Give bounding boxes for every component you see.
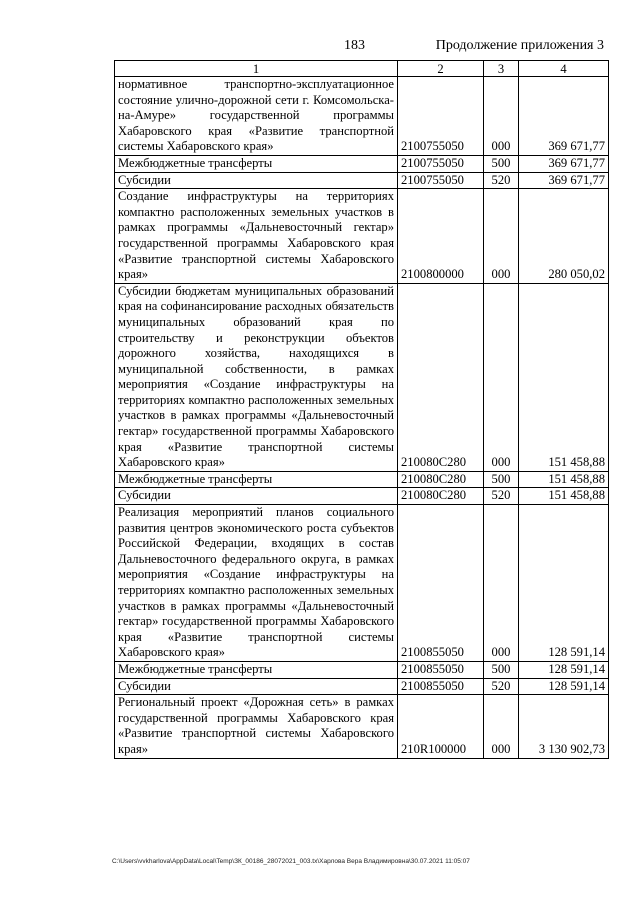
table-row [115, 155, 609, 172]
table-row [115, 488, 609, 505]
row-vr: 000 [484, 283, 519, 471]
row-sum: 369 671,77 [519, 155, 609, 172]
row-csr: 2100755050 [398, 77, 484, 156]
column-header-4: 4 [519, 61, 609, 77]
row-sum: 151 458,88 [519, 471, 609, 488]
row-name: нормативное транспортно-эксплуатационное состояние улично-дорожной сети г. Комсомольска-на-Амуре» государственной программы Хабаровского края «Развитие транспортной системы Хабаровского края» [115, 77, 398, 156]
row-sum: 151 458,88 [519, 488, 609, 505]
row-name: Субсидии бюджетам муниципальных образований края на софинансирование расходных обязательств муниципальных образований края по строительству и реконструкции объектов дорожного хозяйства, находящихся в муниципальной собственности, в рамках мероприятия «Создание инфраструктуры на территориях компактно расположенных земельных участков в рамках программы «Дальневосточный гектар» государственной программы Хабаровского края «Развитие транспортной системы Хабаровского края» [115, 283, 398, 471]
row-vr: 000 [484, 695, 519, 758]
row-csr: 210R100000 [398, 695, 484, 758]
table-row [115, 505, 609, 662]
table-row [115, 77, 609, 156]
row-sum: 128 591,14 [519, 505, 609, 662]
row-vr: 520 [484, 678, 519, 695]
row-vr: 500 [484, 661, 519, 678]
budget-table [114, 60, 609, 759]
row-name: Межбюджетные трансферты [115, 155, 398, 172]
continuation-label: Продолжение приложения 3 [435, 38, 604, 53]
row-name: Межбюджетные трансферты [115, 471, 398, 488]
row-csr: 2100855050 [398, 505, 484, 662]
column-header-row [115, 61, 609, 77]
row-sum: 280 050,02 [519, 189, 609, 284]
table-row [115, 172, 609, 189]
row-csr: 2100800000 [398, 189, 484, 284]
page-header [0, 38, 640, 60]
row-vr: 520 [484, 172, 519, 189]
row-csr: 2100755050 [398, 155, 484, 172]
row-sum: 128 591,14 [519, 661, 609, 678]
file-path-footer: C:\Users\vvkharlova\AppData\Local\Temp\ЗК_00186_28072021_003.tx\Харлова Вера Владимировна\30.07.2021 11:05:07 [112, 858, 470, 865]
row-name: Субсидии [115, 678, 398, 695]
table-row [115, 678, 609, 695]
row-sum: 369 671,77 [519, 172, 609, 189]
row-name: Региональный проект «Дорожная сеть» в рамках государственной программы Хабаровского края «Развитие транспортной системы Хабаровского края» [115, 695, 398, 758]
page-number: 183 [344, 38, 365, 53]
row-csr: 210080С280 [398, 488, 484, 505]
row-vr: 500 [484, 471, 519, 488]
row-csr: 2100755050 [398, 172, 484, 189]
row-name: Субсидии [115, 488, 398, 505]
row-sum: 369 671,77 [519, 77, 609, 156]
row-vr: 000 [484, 505, 519, 662]
table-row [115, 283, 609, 471]
row-vr: 500 [484, 155, 519, 172]
row-name: Реализация мероприятий планов социального развития центров экономического роста субъектов Российской Федерации, входящих в состав Дальневосточного федерального округа, в рамках мероприятия «Создание инфраструктуры на территориях компактно расположенных земельных участков в рамках программы «Дальневосточный гектар» государственной программы Хабаровского края «Развитие транспортной системы Хабаровского края» [115, 505, 398, 662]
row-name: Создание инфраструктуры на территориях компактно расположенных земельных участков в рамках программы «Дальневосточный гектар» государственной программы Хабаровского края «Развитие транспортной системы Хабаровского края» [115, 189, 398, 284]
row-vr: 520 [484, 488, 519, 505]
row-name: Межбюджетные трансферты [115, 661, 398, 678]
row-name: Субсидии [115, 172, 398, 189]
row-vr: 000 [484, 77, 519, 156]
row-csr: 210080С280 [398, 283, 484, 471]
column-header-3: 3 [484, 61, 519, 77]
row-sum: 3 130 902,73 [519, 695, 609, 758]
row-csr: 2100855050 [398, 678, 484, 695]
column-header-1: 1 [115, 61, 398, 77]
column-header-2: 2 [398, 61, 484, 77]
table-row [115, 695, 609, 758]
table-row [115, 471, 609, 488]
table-row [115, 661, 609, 678]
row-csr: 2100855050 [398, 661, 484, 678]
table-row [115, 189, 609, 284]
row-sum: 151 458,88 [519, 283, 609, 471]
row-csr: 210080С280 [398, 471, 484, 488]
row-vr: 000 [484, 189, 519, 284]
row-sum: 128 591,14 [519, 678, 609, 695]
